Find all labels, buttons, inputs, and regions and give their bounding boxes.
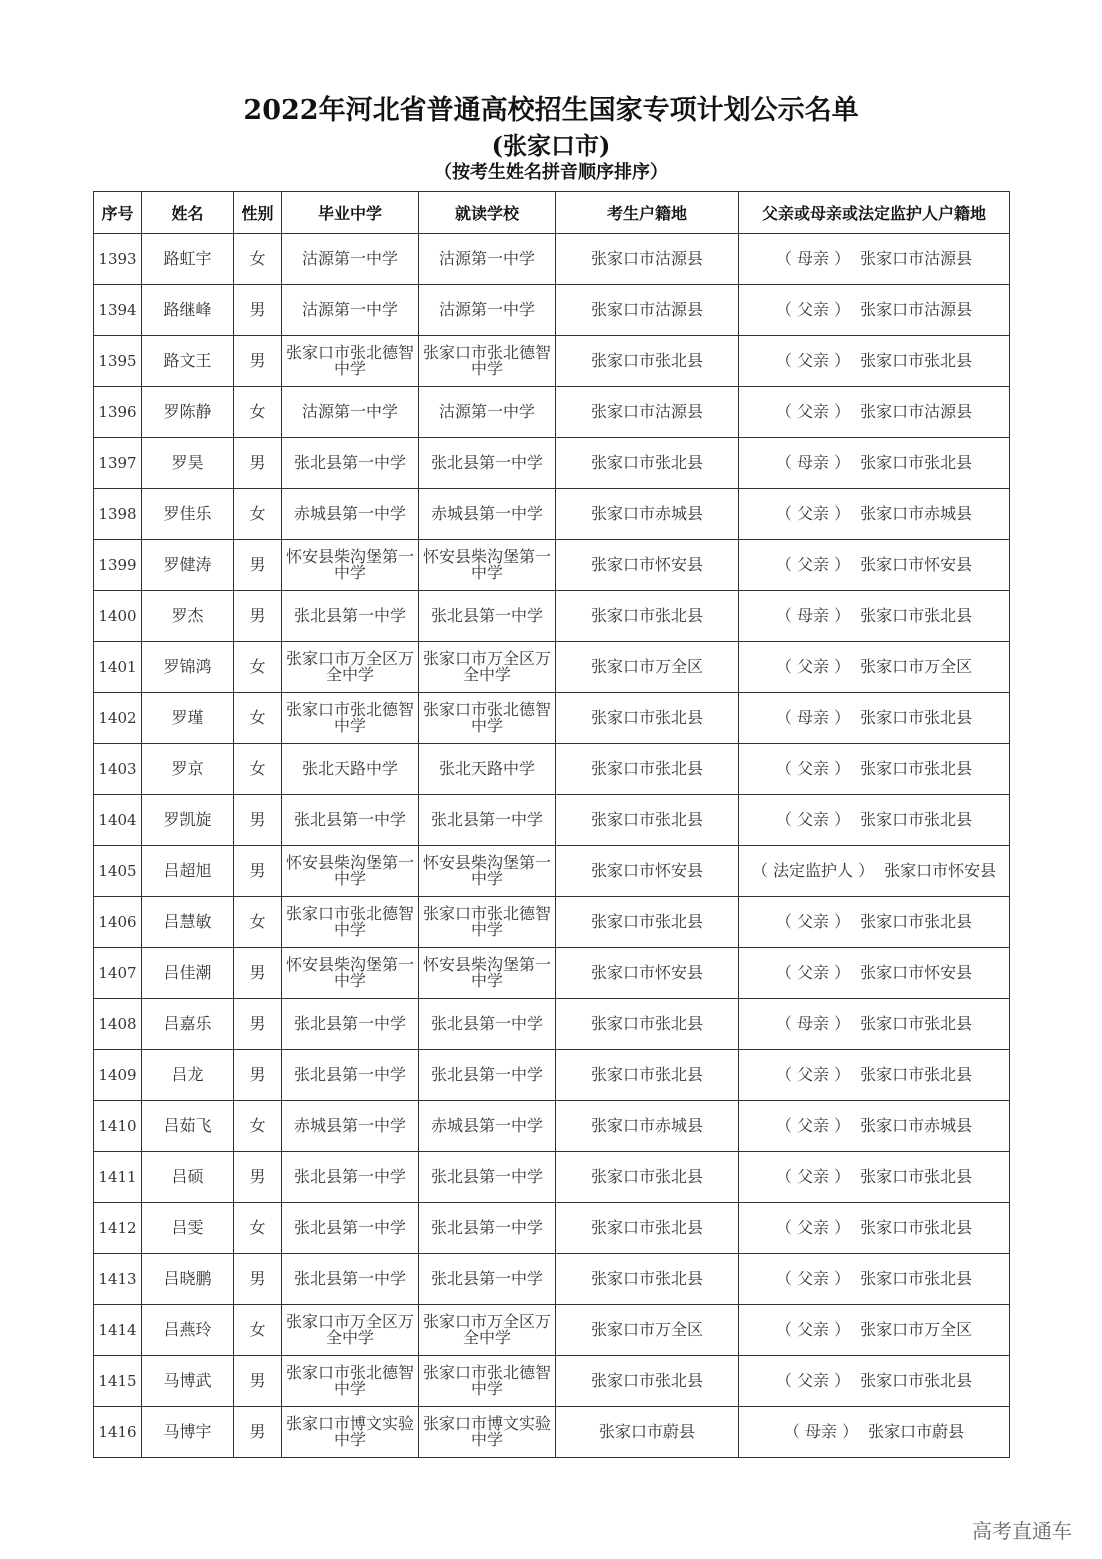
- cell-household: 张家口市赤城县: [556, 489, 739, 540]
- guardian-relation: （ 父亲 ）: [775, 1218, 851, 1237]
- table-body: [94, 234, 1010, 1458]
- cell-gender: 女: [234, 897, 282, 948]
- cell-seq: 1399: [94, 540, 142, 591]
- cell-current-school: 张北县第一中学: [419, 795, 556, 846]
- guardian-household-place: 张家口市怀安县: [860, 555, 973, 574]
- guardian-household-place: 张家口市张北县: [860, 1218, 973, 1237]
- cell-seq: 1403: [94, 744, 142, 795]
- cell-name: 路文王: [142, 336, 234, 387]
- guardian-household-place: 张家口市赤城县: [860, 504, 973, 523]
- cell-name: 吕佳潮: [142, 948, 234, 999]
- guardian-relation: （ 父亲 ）: [775, 912, 851, 931]
- guardian-relation: （ 父亲 ）: [775, 1371, 851, 1390]
- table-row: [94, 1254, 1010, 1305]
- cell-guardian-household: [739, 897, 1010, 948]
- header-guardian-household: 父亲或母亲或法定监护人户籍地: [739, 192, 1010, 234]
- cell-seq: 1400: [94, 591, 142, 642]
- cell-current-school: 沽源第一中学: [419, 387, 556, 438]
- cell-grad-school: 赤城县第一中学: [282, 1101, 419, 1152]
- cell-gender: 女: [234, 693, 282, 744]
- guardian-relation: （ 父亲 ）: [775, 1167, 851, 1186]
- cell-name: 吕嘉乐: [142, 999, 234, 1050]
- cell-household: 张家口市万全区: [556, 642, 739, 693]
- cell-guardian-household: [739, 591, 1010, 642]
- cell-current-school: 张家口市张北德智中学: [419, 336, 556, 387]
- cell-guardian-household: [739, 1356, 1010, 1407]
- cell-guardian-household: [739, 234, 1010, 285]
- guardian-household-place: 张家口市张北县: [860, 1167, 973, 1186]
- guardian-household-place: 张家口市张北县: [860, 1269, 973, 1288]
- guardian-household-place: 张家口市怀安县: [860, 963, 973, 982]
- cell-current-school: 张家口市博文实验中学: [419, 1407, 556, 1458]
- cell-guardian-household: [739, 1203, 1010, 1254]
- table-row: [94, 897, 1010, 948]
- table-row: [94, 1407, 1010, 1458]
- guardian-household-place: 张家口市张北县: [860, 1371, 973, 1390]
- cell-gender: 男: [234, 438, 282, 489]
- cell-gender: 男: [234, 591, 282, 642]
- cell-grad-school: 张北县第一中学: [282, 1050, 419, 1101]
- cell-gender: 男: [234, 540, 282, 591]
- cell-guardian-household: [739, 642, 1010, 693]
- guardian-household-place: 张家口市万全区: [860, 657, 973, 676]
- document-subtitle: (张家口市): [491, 131, 611, 160]
- cell-household: 张家口市张北县: [556, 438, 739, 489]
- cell-current-school: 张家口市万全区万全中学: [419, 1305, 556, 1356]
- cell-grad-school: 张家口市张北德智中学: [282, 897, 419, 948]
- header-seq: 序号: [94, 192, 142, 234]
- cell-grad-school: 张家口市万全区万全中学: [282, 642, 419, 693]
- cell-gender: 男: [234, 1356, 282, 1407]
- cell-name: 马博宇: [142, 1407, 234, 1458]
- cell-grad-school: 张北县第一中学: [282, 591, 419, 642]
- cell-seq: 1396: [94, 387, 142, 438]
- cell-current-school: 沽源第一中学: [419, 234, 556, 285]
- cell-seq: 1413: [94, 1254, 142, 1305]
- table-row: [94, 285, 1010, 336]
- roster-table: [93, 191, 1010, 1458]
- guardian-relation: （ 母亲 ）: [775, 453, 851, 472]
- cell-name: 路继峰: [142, 285, 234, 336]
- cell-current-school: 怀安县柴沟堡第一中学: [419, 846, 556, 897]
- cell-current-school: 张家口市张北德智中学: [419, 1356, 556, 1407]
- guardian-relation: （ 父亲 ）: [775, 504, 851, 523]
- cell-name: 罗健涛: [142, 540, 234, 591]
- cell-gender: 男: [234, 948, 282, 999]
- cell-current-school: 张北县第一中学: [419, 1050, 556, 1101]
- cell-name: 罗杰: [142, 591, 234, 642]
- cell-grad-school: 张北县第一中学: [282, 999, 419, 1050]
- cell-name: 罗佳乐: [142, 489, 234, 540]
- cell-name: 吕超旭: [142, 846, 234, 897]
- cell-grad-school: 张家口市万全区万全中学: [282, 1305, 419, 1356]
- cell-seq: 1393: [94, 234, 142, 285]
- cell-guardian-household: [739, 1101, 1010, 1152]
- cell-current-school: 张北县第一中学: [419, 1203, 556, 1254]
- cell-grad-school: 张北县第一中学: [282, 1152, 419, 1203]
- cell-grad-school: 沽源第一中学: [282, 285, 419, 336]
- cell-current-school: 张北县第一中学: [419, 591, 556, 642]
- cell-gender: 男: [234, 285, 282, 336]
- cell-seq: 1412: [94, 1203, 142, 1254]
- cell-guardian-household: [739, 948, 1010, 999]
- cell-guardian-household: [739, 1254, 1010, 1305]
- cell-seq: 1416: [94, 1407, 142, 1458]
- table-row: [94, 489, 1010, 540]
- table-row: [94, 948, 1010, 999]
- header-gender: 性别: [234, 192, 282, 234]
- cell-household: 张家口市万全区: [556, 1305, 739, 1356]
- header-row: [94, 192, 1010, 234]
- cell-name: 罗凯旋: [142, 795, 234, 846]
- cell-seq: 1401: [94, 642, 142, 693]
- guardian-relation: （ 父亲 ）: [775, 963, 851, 982]
- cell-household: 张家口市怀安县: [556, 948, 739, 999]
- guardian-household-place: 张家口市蔚县: [868, 1422, 965, 1441]
- cell-current-school: 怀安县柴沟堡第一中学: [419, 948, 556, 999]
- guardian-household-place: 张家口市张北县: [860, 606, 973, 625]
- sort-note: （按考生姓名拼音顺序排序）: [434, 162, 668, 183]
- cell-current-school: 沽源第一中学: [419, 285, 556, 336]
- cell-household: 张家口市张北县: [556, 1203, 739, 1254]
- cell-current-school: 张北县第一中学: [419, 999, 556, 1050]
- table-row: [94, 795, 1010, 846]
- header-grad-school: 毕业中学: [282, 192, 419, 234]
- cell-name: 吕燕玲: [142, 1305, 234, 1356]
- cell-gender: 女: [234, 489, 282, 540]
- table-header: [94, 192, 1010, 234]
- cell-grad-school: 张北县第一中学: [282, 1203, 419, 1254]
- cell-seq: 1410: [94, 1101, 142, 1152]
- cell-guardian-household: [739, 540, 1010, 591]
- cell-grad-school: 怀安县柴沟堡第一中学: [282, 540, 419, 591]
- table-row: [94, 1356, 1010, 1407]
- cell-guardian-household: [739, 999, 1010, 1050]
- cell-household: 张家口市张北县: [556, 999, 739, 1050]
- header-name: 姓名: [142, 192, 234, 234]
- table-row: [94, 438, 1010, 489]
- cell-guardian-household: [739, 438, 1010, 489]
- cell-current-school: 赤城县第一中学: [419, 489, 556, 540]
- cell-name: 吕龙: [142, 1050, 234, 1101]
- table-row: [94, 1152, 1010, 1203]
- cell-name: 吕雯: [142, 1203, 234, 1254]
- cell-guardian-household: [739, 489, 1010, 540]
- guardian-household-place: 张家口市张北县: [860, 1065, 973, 1084]
- table-row: [94, 846, 1010, 897]
- guardian-relation: （ 父亲 ）: [775, 1065, 851, 1084]
- cell-name: 马博武: [142, 1356, 234, 1407]
- cell-name: 吕硕: [142, 1152, 234, 1203]
- cell-household: 张家口市张北县: [556, 1050, 739, 1101]
- cell-gender: 女: [234, 234, 282, 285]
- cell-current-school: 怀安县柴沟堡第一中学: [419, 540, 556, 591]
- guardian-household-place: 张家口市怀安县: [884, 861, 997, 880]
- guardian-household-place: 张家口市赤城县: [860, 1116, 973, 1135]
- table-row: [94, 591, 1010, 642]
- cell-current-school: 张家口市张北德智中学: [419, 693, 556, 744]
- table-row: [94, 336, 1010, 387]
- cell-name: 吕茹飞: [142, 1101, 234, 1152]
- cell-current-school: 张家口市万全区万全中学: [419, 642, 556, 693]
- guardian-household-place: 张家口市张北县: [860, 810, 973, 829]
- cell-household: 张家口市张北县: [556, 336, 739, 387]
- cell-gender: 女: [234, 1203, 282, 1254]
- guardian-household-place: 张家口市张北县: [860, 453, 973, 472]
- guardian-relation: （ 母亲 ）: [775, 708, 851, 727]
- cell-seq: 1407: [94, 948, 142, 999]
- cell-guardian-household: [739, 285, 1010, 336]
- cell-household: 张家口市张北县: [556, 897, 739, 948]
- cell-seq: 1405: [94, 846, 142, 897]
- cell-seq: 1414: [94, 1305, 142, 1356]
- guardian-relation: （ 父亲 ）: [775, 1320, 851, 1339]
- cell-gender: 男: [234, 1152, 282, 1203]
- cell-seq: 1406: [94, 897, 142, 948]
- table-row: [94, 642, 1010, 693]
- guardian-relation: （ 法定监护人 ）: [751, 861, 875, 880]
- cell-guardian-household: [739, 795, 1010, 846]
- cell-household: 张家口市张北县: [556, 1356, 739, 1407]
- guardian-relation: （ 母亲 ）: [775, 606, 851, 625]
- cell-guardian-household: [739, 336, 1010, 387]
- guardian-household-place: 张家口市沽源县: [860, 402, 973, 421]
- cell-grad-school: 张北天路中学: [282, 744, 419, 795]
- cell-grad-school: 张北县第一中学: [282, 795, 419, 846]
- cell-gender: 男: [234, 846, 282, 897]
- header-current-school: 就读学校: [419, 192, 556, 234]
- guardian-relation: （ 母亲 ）: [783, 1422, 859, 1441]
- cell-gender: 男: [234, 1050, 282, 1101]
- table-row: [94, 693, 1010, 744]
- cell-grad-school: 赤城县第一中学: [282, 489, 419, 540]
- cell-gender: 女: [234, 642, 282, 693]
- cell-seq: 1409: [94, 1050, 142, 1101]
- document-title: 2022年河北省普通高校招生国家专项计划公示名单: [243, 95, 859, 126]
- cell-current-school: 张北天路中学: [419, 744, 556, 795]
- guardian-household-place: 张家口市沽源县: [860, 300, 973, 319]
- cell-seq: 1402: [94, 693, 142, 744]
- cell-current-school: 赤城县第一中学: [419, 1101, 556, 1152]
- guardian-household-place: 张家口市张北县: [860, 912, 973, 931]
- cell-guardian-household: [739, 693, 1010, 744]
- cell-guardian-household: [739, 744, 1010, 795]
- cell-household: 张家口市蔚县: [556, 1407, 739, 1458]
- cell-name: 罗陈静: [142, 387, 234, 438]
- cell-household: 张家口市张北县: [556, 1152, 739, 1203]
- table-row: [94, 540, 1010, 591]
- table-row: [94, 1101, 1010, 1152]
- table-row: [94, 1305, 1010, 1356]
- cell-gender: 女: [234, 1101, 282, 1152]
- cell-name: 路虹宇: [142, 234, 234, 285]
- cell-grad-school: 张家口市张北德智中学: [282, 336, 419, 387]
- cell-gender: 男: [234, 1407, 282, 1458]
- cell-grad-school: 怀安县柴沟堡第一中学: [282, 846, 419, 897]
- cell-name: 吕晓鹏: [142, 1254, 234, 1305]
- cell-name: 罗昊: [142, 438, 234, 489]
- cell-guardian-household: [739, 1152, 1010, 1203]
- cell-gender: 男: [234, 336, 282, 387]
- cell-grad-school: 张家口市张北德智中学: [282, 1356, 419, 1407]
- guardian-household-place: 张家口市张北县: [860, 759, 973, 778]
- cell-guardian-household: [739, 387, 1010, 438]
- cell-guardian-household: [739, 1305, 1010, 1356]
- cell-guardian-household: [739, 1050, 1010, 1101]
- cell-current-school: 张北县第一中学: [419, 438, 556, 489]
- watermark: 高考直通车: [972, 1519, 1072, 1543]
- cell-gender: 女: [234, 387, 282, 438]
- table-row: [94, 1203, 1010, 1254]
- guardian-relation: （ 父亲 ）: [775, 300, 851, 319]
- cell-seq: 1397: [94, 438, 142, 489]
- cell-household: 张家口市怀安县: [556, 540, 739, 591]
- cell-household: 张家口市怀安县: [556, 846, 739, 897]
- cell-name: 罗锦鸿: [142, 642, 234, 693]
- cell-seq: 1398: [94, 489, 142, 540]
- guardian-household-place: 张家口市张北县: [860, 1014, 973, 1033]
- cell-current-school: 张北县第一中学: [419, 1254, 556, 1305]
- cell-seq: 1394: [94, 285, 142, 336]
- guardian-relation: （ 母亲 ）: [775, 1014, 851, 1033]
- cell-grad-school: 张家口市博文实验中学: [282, 1407, 419, 1458]
- cell-current-school: 张北县第一中学: [419, 1152, 556, 1203]
- cell-seq: 1408: [94, 999, 142, 1050]
- guardian-relation: （ 父亲 ）: [775, 759, 851, 778]
- guardian-relation: （ 父亲 ）: [775, 1116, 851, 1135]
- cell-grad-school: 张北县第一中学: [282, 1254, 419, 1305]
- cell-household: 张家口市张北县: [556, 795, 739, 846]
- table-row: [94, 387, 1010, 438]
- cell-current-school: 张家口市张北德智中学: [419, 897, 556, 948]
- cell-grad-school: 张北县第一中学: [282, 438, 419, 489]
- cell-gender: 女: [234, 744, 282, 795]
- guardian-relation: （ 父亲 ）: [775, 555, 851, 574]
- guardian-household-place: 张家口市万全区: [860, 1320, 973, 1339]
- cell-household: 张家口市张北县: [556, 591, 739, 642]
- cell-grad-school: 怀安县柴沟堡第一中学: [282, 948, 419, 999]
- cell-gender: 男: [234, 795, 282, 846]
- guardian-relation: （ 父亲 ）: [775, 351, 851, 370]
- cell-household: 张家口市张北县: [556, 1254, 739, 1305]
- guardian-household-place: 张家口市沽源县: [860, 249, 973, 268]
- cell-grad-school: 沽源第一中学: [282, 387, 419, 438]
- table-row: [94, 744, 1010, 795]
- guardian-household-place: 张家口市张北县: [860, 708, 973, 727]
- cell-grad-school: 张家口市张北德智中学: [282, 693, 419, 744]
- cell-household: 张家口市赤城县: [556, 1101, 739, 1152]
- table-row: [94, 999, 1010, 1050]
- cell-grad-school: 沽源第一中学: [282, 234, 419, 285]
- cell-guardian-household: [739, 1407, 1010, 1458]
- cell-household: 张家口市沽源县: [556, 285, 739, 336]
- cell-household: 张家口市张北县: [556, 744, 739, 795]
- guardian-relation: （ 父亲 ）: [775, 657, 851, 676]
- cell-household: 张家口市沽源县: [556, 387, 739, 438]
- table-row: [94, 1050, 1010, 1101]
- cell-name: 罗瑾: [142, 693, 234, 744]
- cell-seq: 1415: [94, 1356, 142, 1407]
- guardian-relation: （ 父亲 ）: [775, 1269, 851, 1288]
- cell-seq: 1411: [94, 1152, 142, 1203]
- cell-gender: 男: [234, 1254, 282, 1305]
- cell-household: 张家口市张北县: [556, 693, 739, 744]
- cell-gender: 男: [234, 999, 282, 1050]
- cell-seq: 1395: [94, 336, 142, 387]
- cell-seq: 1404: [94, 795, 142, 846]
- guardian-relation: （ 母亲 ）: [775, 249, 851, 268]
- cell-name: 罗京: [142, 744, 234, 795]
- guardian-relation: （ 父亲 ）: [775, 810, 851, 829]
- cell-name: 吕慧敏: [142, 897, 234, 948]
- header-household: 考生户籍地: [556, 192, 739, 234]
- table-row: [94, 234, 1010, 285]
- guardian-household-place: 张家口市张北县: [860, 351, 973, 370]
- guardian-relation: （ 父亲 ）: [775, 402, 851, 421]
- cell-household: 张家口市沽源县: [556, 234, 739, 285]
- cell-guardian-household: [739, 846, 1010, 897]
- cell-gender: 女: [234, 1305, 282, 1356]
